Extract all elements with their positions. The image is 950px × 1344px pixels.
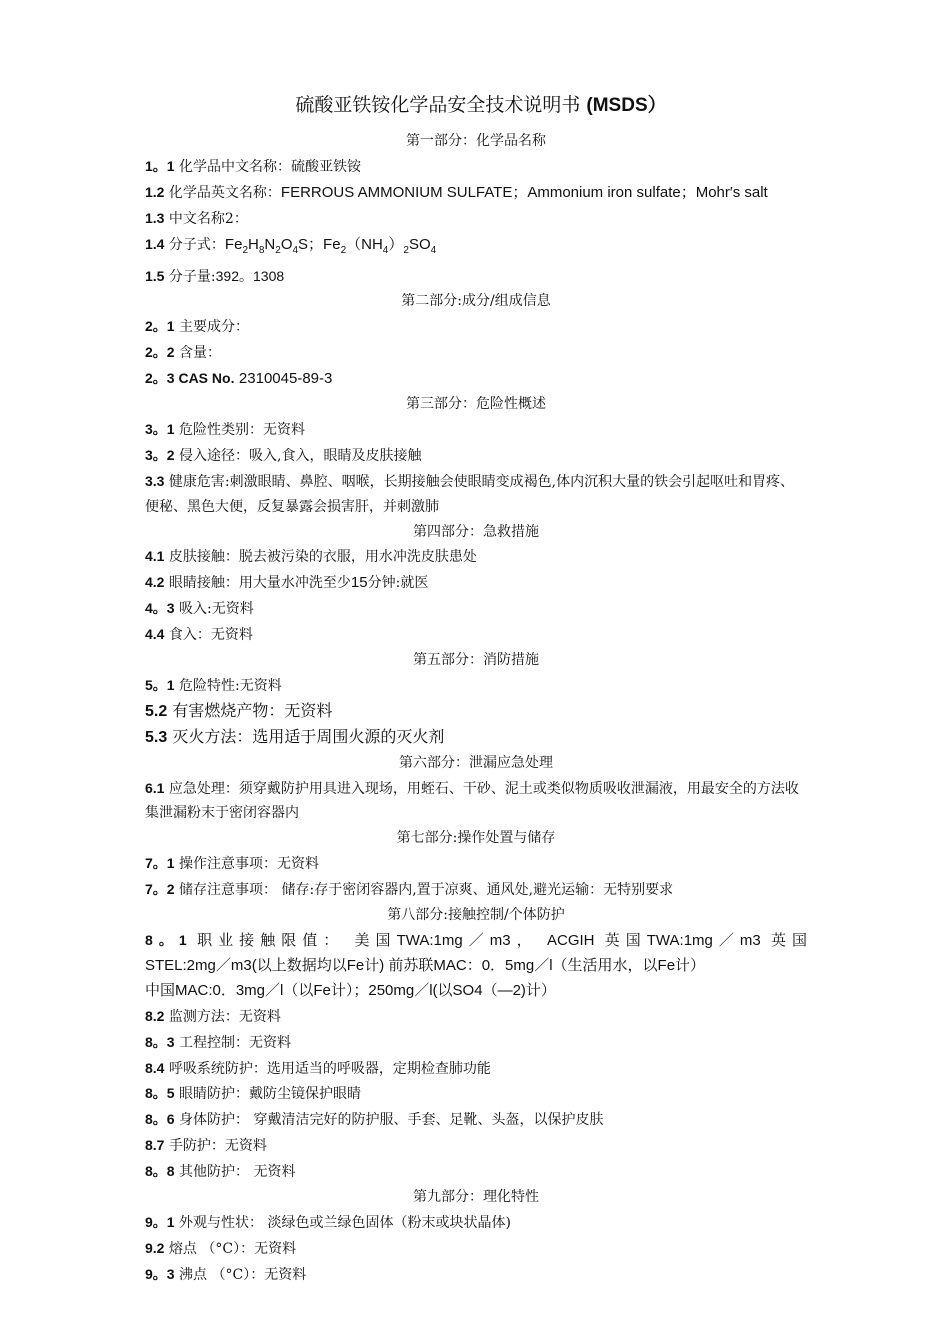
- item-2-1: 2。1 主要成分：: [145, 318, 250, 336]
- section-heading: 第四部分：急救措施: [413, 523, 539, 540]
- document-page: [145, 92, 807, 1288]
- item-4-4: 4.4 食入：无资料: [145, 626, 253, 644]
- section-heading: 第八部分:接触控制/个体防护: [387, 907, 565, 924]
- item-1-3: 1.3 中文名称2：: [145, 209, 248, 227]
- item-8-5: 8。5 眼睛防护：戴防尘镜保护眼睛: [145, 1085, 362, 1103]
- item-3-3: 3.3 健康危害:刺激眼睛、鼻腔、咽喉，长期接触会使眼睛变成褐色,体内沉积大量的铁会引起呕吐和胃疼、便秘、黑色大便，反复暴露会损害肝，并刺激肺: [145, 472, 795, 515]
- item-8-8: 8。8 其他防护： 无资料: [145, 1163, 296, 1181]
- section-heading: 第九部分：理化特性: [413, 1189, 539, 1206]
- item-8-4: 8.4 呼吸系统防护：选用适当的呼吸器，定期检查肺功能: [145, 1059, 491, 1077]
- item-9-3: 9。3 沸点 （°C）：无资料: [145, 1265, 307, 1283]
- section-heading: 第七部分:操作处置与储存: [396, 830, 556, 847]
- section-heading: 第二部分:成分/组成信息: [401, 293, 551, 310]
- item-1-1: 1。1 化学品中文名称：硫酸亚铁铵: [145, 157, 362, 175]
- item-1-4: 1.4 分子式：$Fe_2H_8N_2O_4S$；$Fe_2(NH_4)_2SO_4$: [145, 235, 437, 256]
- document-title: [145, 92, 807, 119]
- item-2-2: 2。2 含量：: [145, 344, 222, 362]
- section-heading: 第一部分：化学品名称: [406, 133, 546, 149]
- item-4-1: 4.1 皮肤接触：脱去被污染的衣服，用水冲洗皮肤患处: [145, 548, 477, 566]
- item-7-1: 7。1 操作注意事项：无资料: [145, 855, 320, 873]
- item-9-1: 9。1 外观与性状： 淡绿色或兰绿色固体（粉末或块状晶体): [145, 1213, 511, 1231]
- item-4-3: 4。3 吸入:无资料: [145, 600, 254, 618]
- item-5-2: 5.2 有害燃烧产物：无资料: [145, 700, 333, 720]
- item-7-2: 7。2 储存注意事项： 储存:存于密闭容器内,置于凉爽、通风处,避光运输：无特别要求: [145, 881, 674, 899]
- section-heading: 第五部分：消防措施: [413, 652, 539, 669]
- item-8-6: 8。6 身体防护： 穿戴清洁完好的防护服、手套、足靴、头盔，以保护皮肤: [145, 1111, 604, 1129]
- section-heading: 第三部分：危险性概述: [406, 396, 546, 413]
- item-1-5: 1.5 分子量:392。1308: [145, 267, 285, 285]
- item-9-2: 9.2 熔点 （°C）：无资料: [145, 1239, 297, 1257]
- item-8-3: 8。3 工程控制：无资料: [145, 1033, 292, 1051]
- item-8-2: 8.2 监测方法：无资料: [145, 1007, 281, 1025]
- item-5-1: 5。1 危险特性:无资料: [145, 676, 282, 694]
- item-8-7: 8.7 手防护：无资料: [145, 1137, 267, 1155]
- item-8-1: 8。1 职业接触限值： 美国TWA:1mg／m3， ACGIH 英国TWA:1mg／m3 英国 STEL:2mg／m3(以上数据均以Fe计) 前苏联MAC：0．5mg／l（生活用水，以Fe计） 中国MAC:0．3mg／l（以Fe计）；250mg／l(以SO4（—2)计）: [145, 931, 807, 999]
- title-code: (MSDS）: [586, 95, 667, 116]
- title-text: 硫酸亚铁铵化学品安全技术说明书: [295, 94, 581, 116]
- item-3-2: 3。2 侵入途径：吸入,食入，眼睛及皮肤接触: [145, 446, 422, 464]
- item-4-2: 4.2 眼睛接触：用大量水冲洗至少15分钟:就医: [145, 574, 429, 592]
- section-heading: 第六部分：泄漏应急处理: [399, 754, 553, 771]
- item-5-3: 5.3 灭火方法：选用适于周围火源的灭火剂: [145, 726, 445, 746]
- item-6-1: 6.1 应急处理：须穿戴防护用具进入现场，用蛭石、干砂、泥土或类似物质吸收泄漏液，用最安全的方法收集泄漏粉末于密闭容器内: [145, 779, 799, 822]
- item-2-3: 2。3 CAS No. 2310045-89-3: [145, 370, 333, 388]
- item-1-2: 1.2 化学品英文名称：FERROUS AMMONIUM SULFATE；Ammonium iron sulfate；Mohr′s salt: [145, 183, 768, 201]
- item-3-1: 3。1 危险性类别：无资料: [145, 420, 306, 438]
